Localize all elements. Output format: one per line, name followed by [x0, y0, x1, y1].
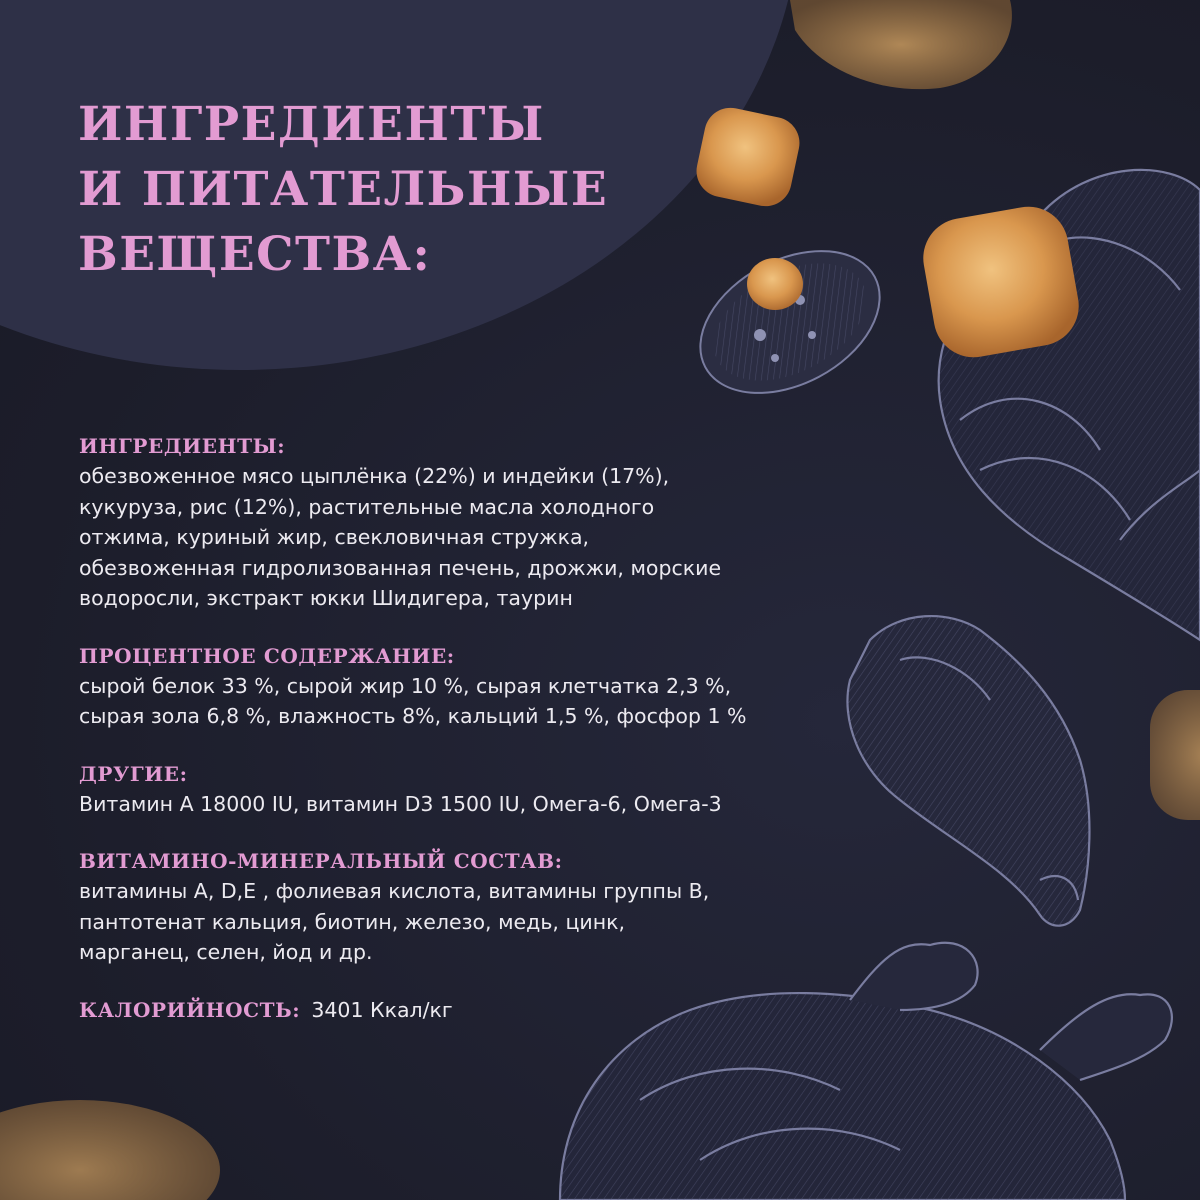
section-heading: ПРОЦЕНТНОЕ СОДЕРЖАНИЕ:	[79, 643, 455, 668]
text-line: кукуруза, рис (12%), растительные масла холодного	[79, 494, 655, 519]
title-line: ВЕЩЕСТВА:	[78, 227, 432, 282]
percentage-section	[79, 641, 819, 732]
text-line: сырой белок 33 %, сырой жир 10 %, сырая клетчатка 2,3 %,	[79, 673, 732, 698]
section-heading: ИНГРЕДИЕНТЫ:	[79, 434, 286, 458]
text-line: Витамин А 18000 IU, витамин D3 1500 IU, Омега-6, Омега-3	[79, 791, 722, 816]
section-body	[79, 461, 819, 614]
calories-section	[79, 995, 819, 1026]
section-heading: ДРУГИЕ:	[79, 761, 188, 786]
calories-heading: КАЛОРИЙНОСТЬ:	[79, 997, 301, 1022]
title-line: ИНГРЕДИЕНТЫ	[78, 97, 545, 152]
other-section	[79, 759, 819, 820]
text-line: отжима, куриный жир, свекловичная стружка,	[79, 525, 590, 549]
section-body	[79, 671, 819, 732]
vitamin-mineral-section	[79, 846, 819, 968]
ingredients-section	[79, 431, 819, 614]
section-body	[79, 789, 819, 820]
calories-value: 3401 Ккал/кг	[311, 997, 453, 1022]
sausage-slice-sketch	[676, 222, 904, 422]
text-line: водоросли, экстракт юкки Шидигера, таурин	[79, 586, 573, 610]
page-title	[78, 92, 638, 287]
text-line: марганец, селен, йод и др.	[79, 940, 373, 964]
text-line: пантотенат кальция, биотин, железо, медь, цинк,	[79, 909, 626, 934]
text-line: обезвоженная гидролизованная печень, дрожжи, морские	[79, 555, 722, 580]
meat-steak-sketch	[847, 616, 1089, 926]
title-line: И ПИТАТЕЛЬНЫЕ	[78, 162, 609, 217]
text-line: обезвоженное мясо цыплёнка (22%) и индейки (17%),	[79, 464, 670, 488]
nutrition-content	[79, 431, 819, 1052]
text-line: сырая зола 6,8 %, влажность 8%, кальций 1,5 %, фосфор 1 %	[79, 704, 747, 728]
text-line: витамины A, D,E , фолиевая кислота, витамины группы B,	[79, 879, 710, 903]
section-body	[79, 876, 819, 968]
section-heading: ВИТАМИНО-МИНЕРАЛЬНЫЙ СОСТАВ:	[79, 849, 563, 873]
